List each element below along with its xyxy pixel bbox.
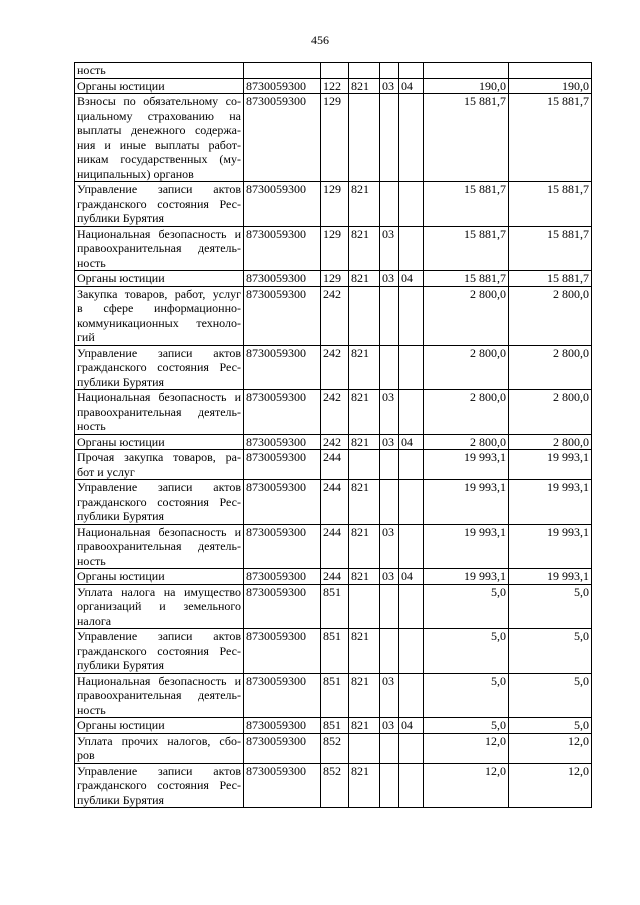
ministry-code-cell: 821 [349,673,380,718]
section-cell: 03 [380,434,399,450]
table-row [75,480,592,525]
item-name-line: коммуникационных техноло- [77,315,241,330]
item-name-line: в сфере информационно- [77,301,241,315]
subsection-cell [399,450,424,480]
expense-type-cell [321,63,349,79]
item-name-line: ность [77,63,106,77]
amount-cell: 19 993,1 [424,480,509,525]
ministry-code-cell: 821 [349,182,380,227]
subsection-cell: 04 [399,569,424,585]
item-name-cell [75,286,244,345]
item-name-line: публики Бурятия [77,658,165,672]
expense-type-cell: 852 [321,733,349,763]
target-article-code-cell: 8730059300 [244,584,321,629]
section-cell [380,182,399,227]
item-name-line: правоохранительная деятель- [77,241,241,255]
item-name-line: ность [77,255,106,270]
page-number: 456 [311,33,329,47]
item-name-line: гий [77,330,95,344]
expense-type-cell: 851 [321,629,349,674]
subsection-cell [399,733,424,763]
subsection-cell [399,226,424,271]
table-row [75,673,592,718]
item-name-line: Органы юстиции [77,569,165,583]
amount-cell: 15 881,7 [424,94,509,182]
subsection-cell: 04 [399,434,424,450]
section-cell [380,629,399,674]
item-name-cell [75,629,244,674]
table-row [75,450,592,480]
amount-cell: 19 993,1 [509,450,592,480]
item-name-line: гражданского состояния Рес- [77,494,241,509]
expense-type-cell: 129 [321,226,349,271]
target-article-code-cell: 8730059300 [244,524,321,569]
item-name-cell [75,226,244,271]
section-cell [380,763,399,808]
subsection-cell: 04 [399,718,424,734]
ministry-code-cell: 821 [349,718,380,734]
section-cell: 03 [380,226,399,271]
expense-type-cell: 244 [321,480,349,525]
table-row [75,182,592,227]
expense-type-cell: 129 [321,94,349,182]
item-name-line: Закупка товаров, работ, услуг [77,286,241,301]
amount-cell [509,63,592,79]
budget-table [74,62,592,808]
item-name-cell [75,271,244,287]
item-name-cell [75,78,244,94]
item-name-cell [75,94,244,182]
amount-cell: 15 881,7 [509,94,592,182]
section-cell: 03 [380,390,399,435]
subsection-cell [399,63,424,79]
ministry-code-cell: 821 [349,271,380,287]
amount-cell: 15 881,7 [424,226,509,271]
section-cell [380,94,399,182]
item-name-line: правоохранительная деятель- [77,539,241,553]
target-article-code-cell: 8730059300 [244,78,321,94]
item-name-line: Национальная безопасность и [77,226,241,241]
item-name-line: налога [77,613,112,628]
item-name-line: циальному страхованию на [77,108,241,123]
ministry-code-cell [349,584,380,629]
section-cell [380,733,399,763]
amount-cell: 190,0 [509,78,592,94]
item-name-line: гражданского состояния Рес- [77,196,241,211]
table-row [75,226,592,271]
item-name-cell [75,733,244,763]
amount-cell: 15 881,7 [424,182,509,227]
section-cell [380,345,399,390]
amount-cell: 2 800,0 [424,434,509,450]
table-row [75,345,592,390]
item-name-cell [75,673,244,718]
item-name-line: Органы юстиции [77,78,165,93]
amount-cell [424,63,509,79]
item-name-cell [75,390,244,435]
item-name-line: Органы юстиции [77,718,165,732]
ministry-code-cell [349,450,380,480]
item-name-line: гражданского состояния Рес- [77,778,241,792]
subsection-cell [399,480,424,525]
amount-cell: 19 993,1 [509,569,592,585]
target-article-code-cell: 8730059300 [244,434,321,450]
expense-type-cell: 242 [321,345,349,390]
item-name-cell [75,584,244,629]
table-row [75,434,592,450]
target-article-code-cell: 8730059300 [244,390,321,435]
section-cell: 03 [380,524,399,569]
ministry-code-cell: 821 [349,390,380,435]
item-name-line: гражданского состояния Рес- [77,360,241,374]
subsection-cell: 04 [399,78,424,94]
target-article-code-cell: 8730059300 [244,94,321,182]
ministry-code-cell [349,94,380,182]
subsection-cell [399,345,424,390]
target-article-code-cell: 8730059300 [244,673,321,718]
target-article-code-cell: 8730059300 [244,450,321,480]
ministry-code-cell [349,733,380,763]
item-name-line: Национальная безопасность и [77,673,241,688]
item-name-line: выплаты денежного содержа- [77,123,241,137]
target-article-code-cell: 8730059300 [244,345,321,390]
target-article-code-cell: 8730059300 [244,226,321,271]
amount-cell: 15 881,7 [509,226,592,271]
item-name-line: Уплата налога на имущество [77,584,241,599]
amount-cell: 2 800,0 [509,434,592,450]
item-name-line: ния и иные выплаты работ- [77,137,241,152]
amount-cell: 12,0 [424,733,509,763]
amount-cell: 5,0 [424,629,509,674]
item-name-line: бот и услуг [77,464,135,479]
section-cell [380,480,399,525]
subsection-cell [399,182,424,227]
target-article-code-cell: 8730059300 [244,718,321,734]
item-name-line: никам государственных (му- [77,152,241,166]
item-name-line: организаций и земельного [77,599,241,613]
subsection-cell [399,524,424,569]
item-name-line: публики Бурятия [77,509,165,523]
item-name-cell [75,718,244,734]
amount-cell: 2 800,0 [509,345,592,390]
amount-cell: 12,0 [509,733,592,763]
item-name-cell [75,524,244,569]
item-name-line: Национальная безопасность и [77,524,241,539]
expense-type-cell: 242 [321,286,349,345]
ministry-code-cell: 821 [349,226,380,271]
amount-cell: 5,0 [424,718,509,734]
item-name-cell [75,182,244,227]
subsection-cell [399,629,424,674]
section-cell: 03 [380,718,399,734]
table-row [75,78,592,94]
target-article-code-cell: 8730059300 [244,763,321,808]
amount-cell: 5,0 [424,673,509,718]
expense-type-cell: 244 [321,450,349,480]
target-article-code-cell: 8730059300 [244,480,321,525]
ministry-code-cell: 821 [349,480,380,525]
target-article-code-cell: 8730059300 [244,733,321,763]
expense-type-cell: 851 [321,584,349,629]
amount-cell: 5,0 [509,673,592,718]
section-cell [380,584,399,629]
table-row [75,271,592,287]
expense-type-cell: 851 [321,673,349,718]
item-name-line: Управление записи актов [77,629,241,643]
subsection-cell [399,286,424,345]
item-name-line: публики Бурятия [77,211,165,225]
subsection-cell [399,763,424,808]
section-cell: 03 [380,569,399,585]
table-row [75,733,592,763]
table-row [75,63,592,79]
amount-cell: 190,0 [424,78,509,94]
ministry-code-cell [349,286,380,345]
target-article-code-cell: 8730059300 [244,286,321,345]
item-name-line: гражданского состояния Рес- [77,643,241,658]
amount-cell: 19 993,1 [424,524,509,569]
table-row [75,763,592,808]
amount-cell: 19 993,1 [509,480,592,525]
amount-cell: 2 800,0 [424,286,509,345]
subsection-cell [399,390,424,435]
section-cell: 03 [380,78,399,94]
item-name-line: Взносы по обязательному со- [77,94,241,108]
item-name-line: Управление записи актов [77,345,241,360]
subsection-cell [399,673,424,718]
subsection-cell: 04 [399,271,424,287]
amount-cell: 2 800,0 [424,390,509,435]
item-name-line: Управление записи актов [77,480,241,494]
amount-cell: 12,0 [424,763,509,808]
subsection-cell [399,584,424,629]
item-name-line: ров [77,748,95,762]
item-name-line: Управление записи актов [77,763,241,778]
amount-cell: 5,0 [424,584,509,629]
ministry-code-cell: 821 [349,569,380,585]
table-body [75,63,592,808]
item-name-cell [75,569,244,585]
expense-type-cell: 129 [321,182,349,227]
item-name-line: ность [77,702,106,717]
item-name-line: Органы юстиции [77,434,165,449]
section-cell [380,450,399,480]
item-name-line: публики Бурятия [77,374,165,389]
expense-type-cell: 242 [321,390,349,435]
item-name-cell [75,450,244,480]
ministry-code-cell: 821 [349,345,380,390]
section-cell: 03 [380,673,399,718]
target-article-code-cell [244,63,321,79]
item-name-line: ность [77,553,106,568]
amount-cell: 15 881,7 [424,271,509,287]
ministry-code-cell: 821 [349,524,380,569]
item-name-line: Органы юстиции [77,271,165,285]
expense-type-cell: 851 [321,718,349,734]
ministry-code-cell: 821 [349,763,380,808]
item-name-cell [75,434,244,450]
item-name-cell [75,63,244,79]
item-name-line: ниципальных) органов [77,166,194,181]
amount-cell: 12,0 [509,763,592,808]
item-name-cell [75,480,244,525]
item-name-cell [75,345,244,390]
section-cell [380,63,399,79]
item-name-line: публики Бурятия [77,792,165,807]
item-name-line: правоохранительная деятель- [77,688,241,702]
table-row [75,584,592,629]
item-name-line: Национальная безопасность и [77,390,241,404]
amount-cell: 2 800,0 [509,390,592,435]
item-name-line: Прочая закупка товаров, ра- [77,450,241,464]
item-name-line: правоохранительная деятель- [77,404,241,419]
expense-type-cell: 242 [321,434,349,450]
table-row [75,390,592,435]
amount-cell: 19 993,1 [424,450,509,480]
item-name-line: ность [77,419,106,433]
item-name-line: Уплата прочих налогов, сбо- [77,733,241,748]
expense-type-cell: 129 [321,271,349,287]
expense-type-cell: 122 [321,78,349,94]
ministry-code-cell: 821 [349,78,380,94]
expense-type-cell: 244 [321,524,349,569]
item-name-cell [75,763,244,808]
amount-cell: 5,0 [509,718,592,734]
amount-cell: 15 881,7 [509,271,592,287]
target-article-code-cell: 8730059300 [244,569,321,585]
ministry-code-cell: 821 [349,434,380,450]
amount-cell: 5,0 [509,629,592,674]
expense-type-cell: 244 [321,569,349,585]
target-article-code-cell: 8730059300 [244,629,321,674]
section-cell [380,286,399,345]
target-article-code-cell: 8730059300 [244,182,321,227]
target-article-code-cell: 8730059300 [244,271,321,287]
amount-cell: 19 993,1 [424,569,509,585]
table-row [75,524,592,569]
amount-cell: 2 800,0 [509,286,592,345]
amount-cell: 19 993,1 [509,524,592,569]
item-name-line: Управление записи актов [77,182,241,196]
amount-cell: 5,0 [509,584,592,629]
ministry-code-cell [349,63,380,79]
section-cell: 03 [380,271,399,287]
amount-cell: 2 800,0 [424,345,509,390]
table-row [75,286,592,345]
table-row [75,629,592,674]
table-row [75,94,592,182]
ministry-code-cell: 821 [349,629,380,674]
expense-type-cell: 852 [321,763,349,808]
table-row [75,718,592,734]
amount-cell: 15 881,7 [509,182,592,227]
table-row [75,569,592,585]
subsection-cell [399,94,424,182]
